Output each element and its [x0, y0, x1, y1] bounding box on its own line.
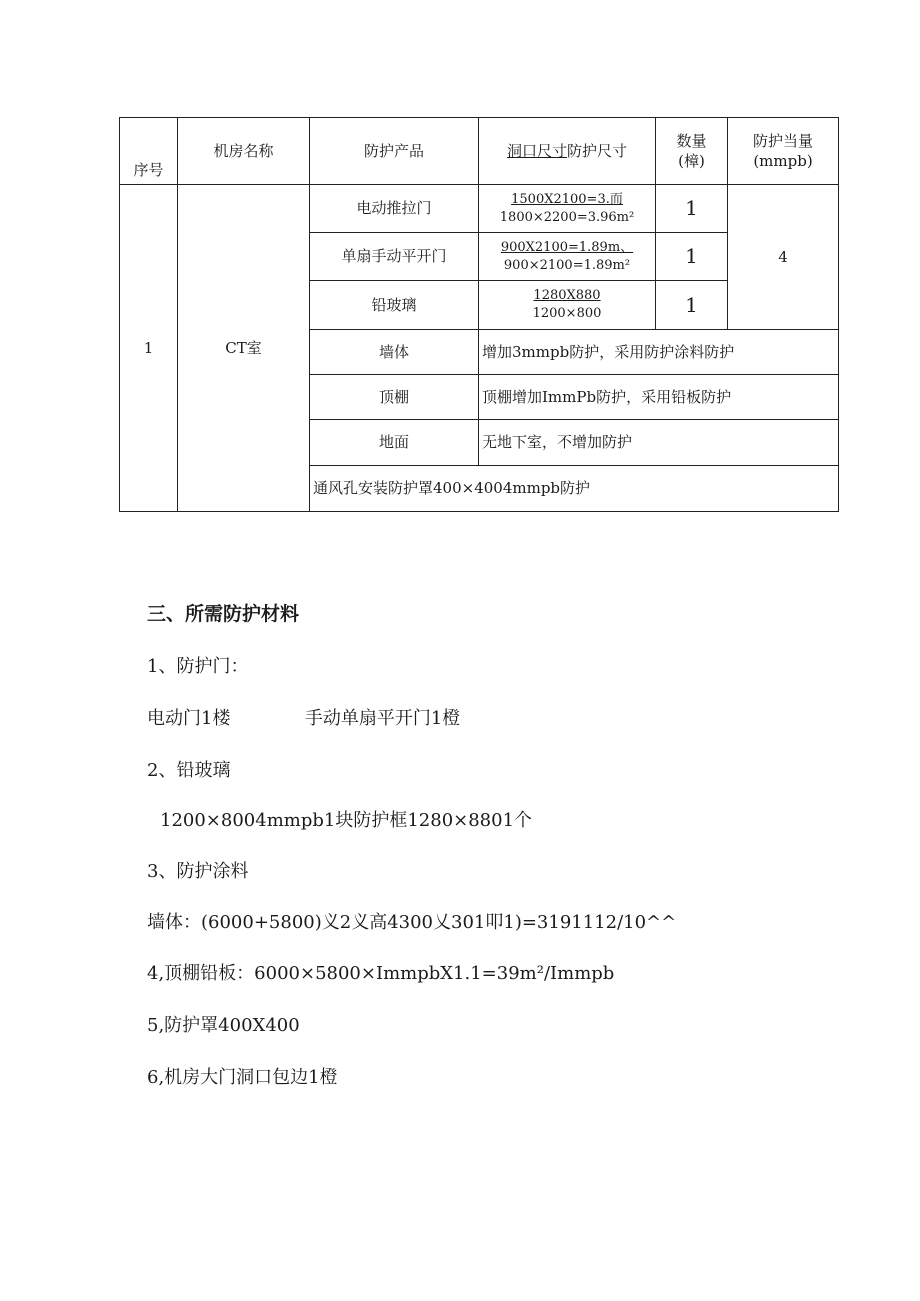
cell-qty: 1 [656, 185, 728, 233]
cell-extra-desc: 顶棚增加ImmPb防护，采用铅板防护 [479, 375, 839, 420]
material-line: 6,机房大门洞口包边1橙 [147, 1067, 338, 1088]
cell-size-2: 900×2100=1.89m² [503, 257, 631, 273]
material-line: 1、防护门： [147, 656, 249, 677]
header-room: 机房名称 [178, 118, 310, 185]
table-row [120, 185, 839, 233]
cell-product: 单扇手动平开门 [310, 233, 479, 281]
header-seq: 序号 [120, 118, 178, 185]
cell-room: CT室 [178, 185, 310, 512]
cell-size-1: 900X2100=1.89m、 [500, 239, 634, 255]
material-line: 2、铅玻璃 [147, 760, 231, 781]
cell-extra-desc: 增加3mmpb防护，采用防护涂料防护 [479, 330, 839, 375]
material-line: 墙体：(6000+5800)义2义高4300乂301叩1)=3191112/10^^ [147, 912, 677, 933]
cell-size-1: 1500X2100=3.而 [511, 191, 623, 207]
header-equiv [728, 118, 839, 185]
protection-table [119, 117, 839, 512]
header-size-a: 洞口尺寸 [506, 141, 567, 160]
material-line: 4,顶棚铅板：6000×5800×ImmpbX1.1=39m²/Immpb [147, 963, 615, 984]
cell-product: 电动推拉门 [310, 185, 479, 233]
header-size-b: 防护尺寸 [567, 141, 628, 160]
header-qty-line2: (樟) [678, 152, 705, 170]
cell-qty: 1 [656, 233, 728, 281]
header-qty [656, 118, 728, 185]
cell-size-1: 1280X880 [533, 288, 601, 304]
cell-extra-label: 顶棚 [310, 375, 479, 420]
header-qty-line1: 数量 [676, 131, 707, 150]
cell-extra-label: 墙体 [310, 330, 479, 375]
cell-seq: 1 [120, 185, 178, 512]
cell-vent-note: 通风孔安装防护罩400×4004mmpb防护 [310, 466, 839, 512]
cell-extra-label: 地面 [310, 420, 479, 466]
cell-size [479, 281, 656, 330]
table-header-row [120, 118, 839, 185]
material-line: 3、防护涂料 [147, 861, 249, 882]
cell-size-2: 1800×2200=3.96m² [499, 209, 635, 225]
material-line: 电动门1楼 手动单扇平开门1橙 [147, 708, 461, 729]
header-size [479, 118, 656, 185]
cell-equiv: 4 [728, 185, 839, 330]
header-product: 防护产品 [310, 118, 479, 185]
header-equiv-line2: (mmpb) [753, 152, 813, 170]
material-line: 5,防护罩400X400 [147, 1015, 300, 1036]
header-equiv-line1: 防护当量 [752, 131, 813, 150]
cell-size [479, 233, 656, 281]
cell-extra-desc: 无地下室，不增加防护 [479, 420, 839, 466]
section-title: 三、所需防护材料 [147, 603, 300, 625]
cell-product: 铅玻璃 [310, 281, 479, 330]
material-line: 1200×8004mmpb1块防护框1280×8801个 [160, 810, 533, 831]
cell-size-2: 1200×800 [532, 306, 602, 321]
cell-size [479, 185, 656, 233]
cell-qty: 1 [656, 281, 728, 330]
